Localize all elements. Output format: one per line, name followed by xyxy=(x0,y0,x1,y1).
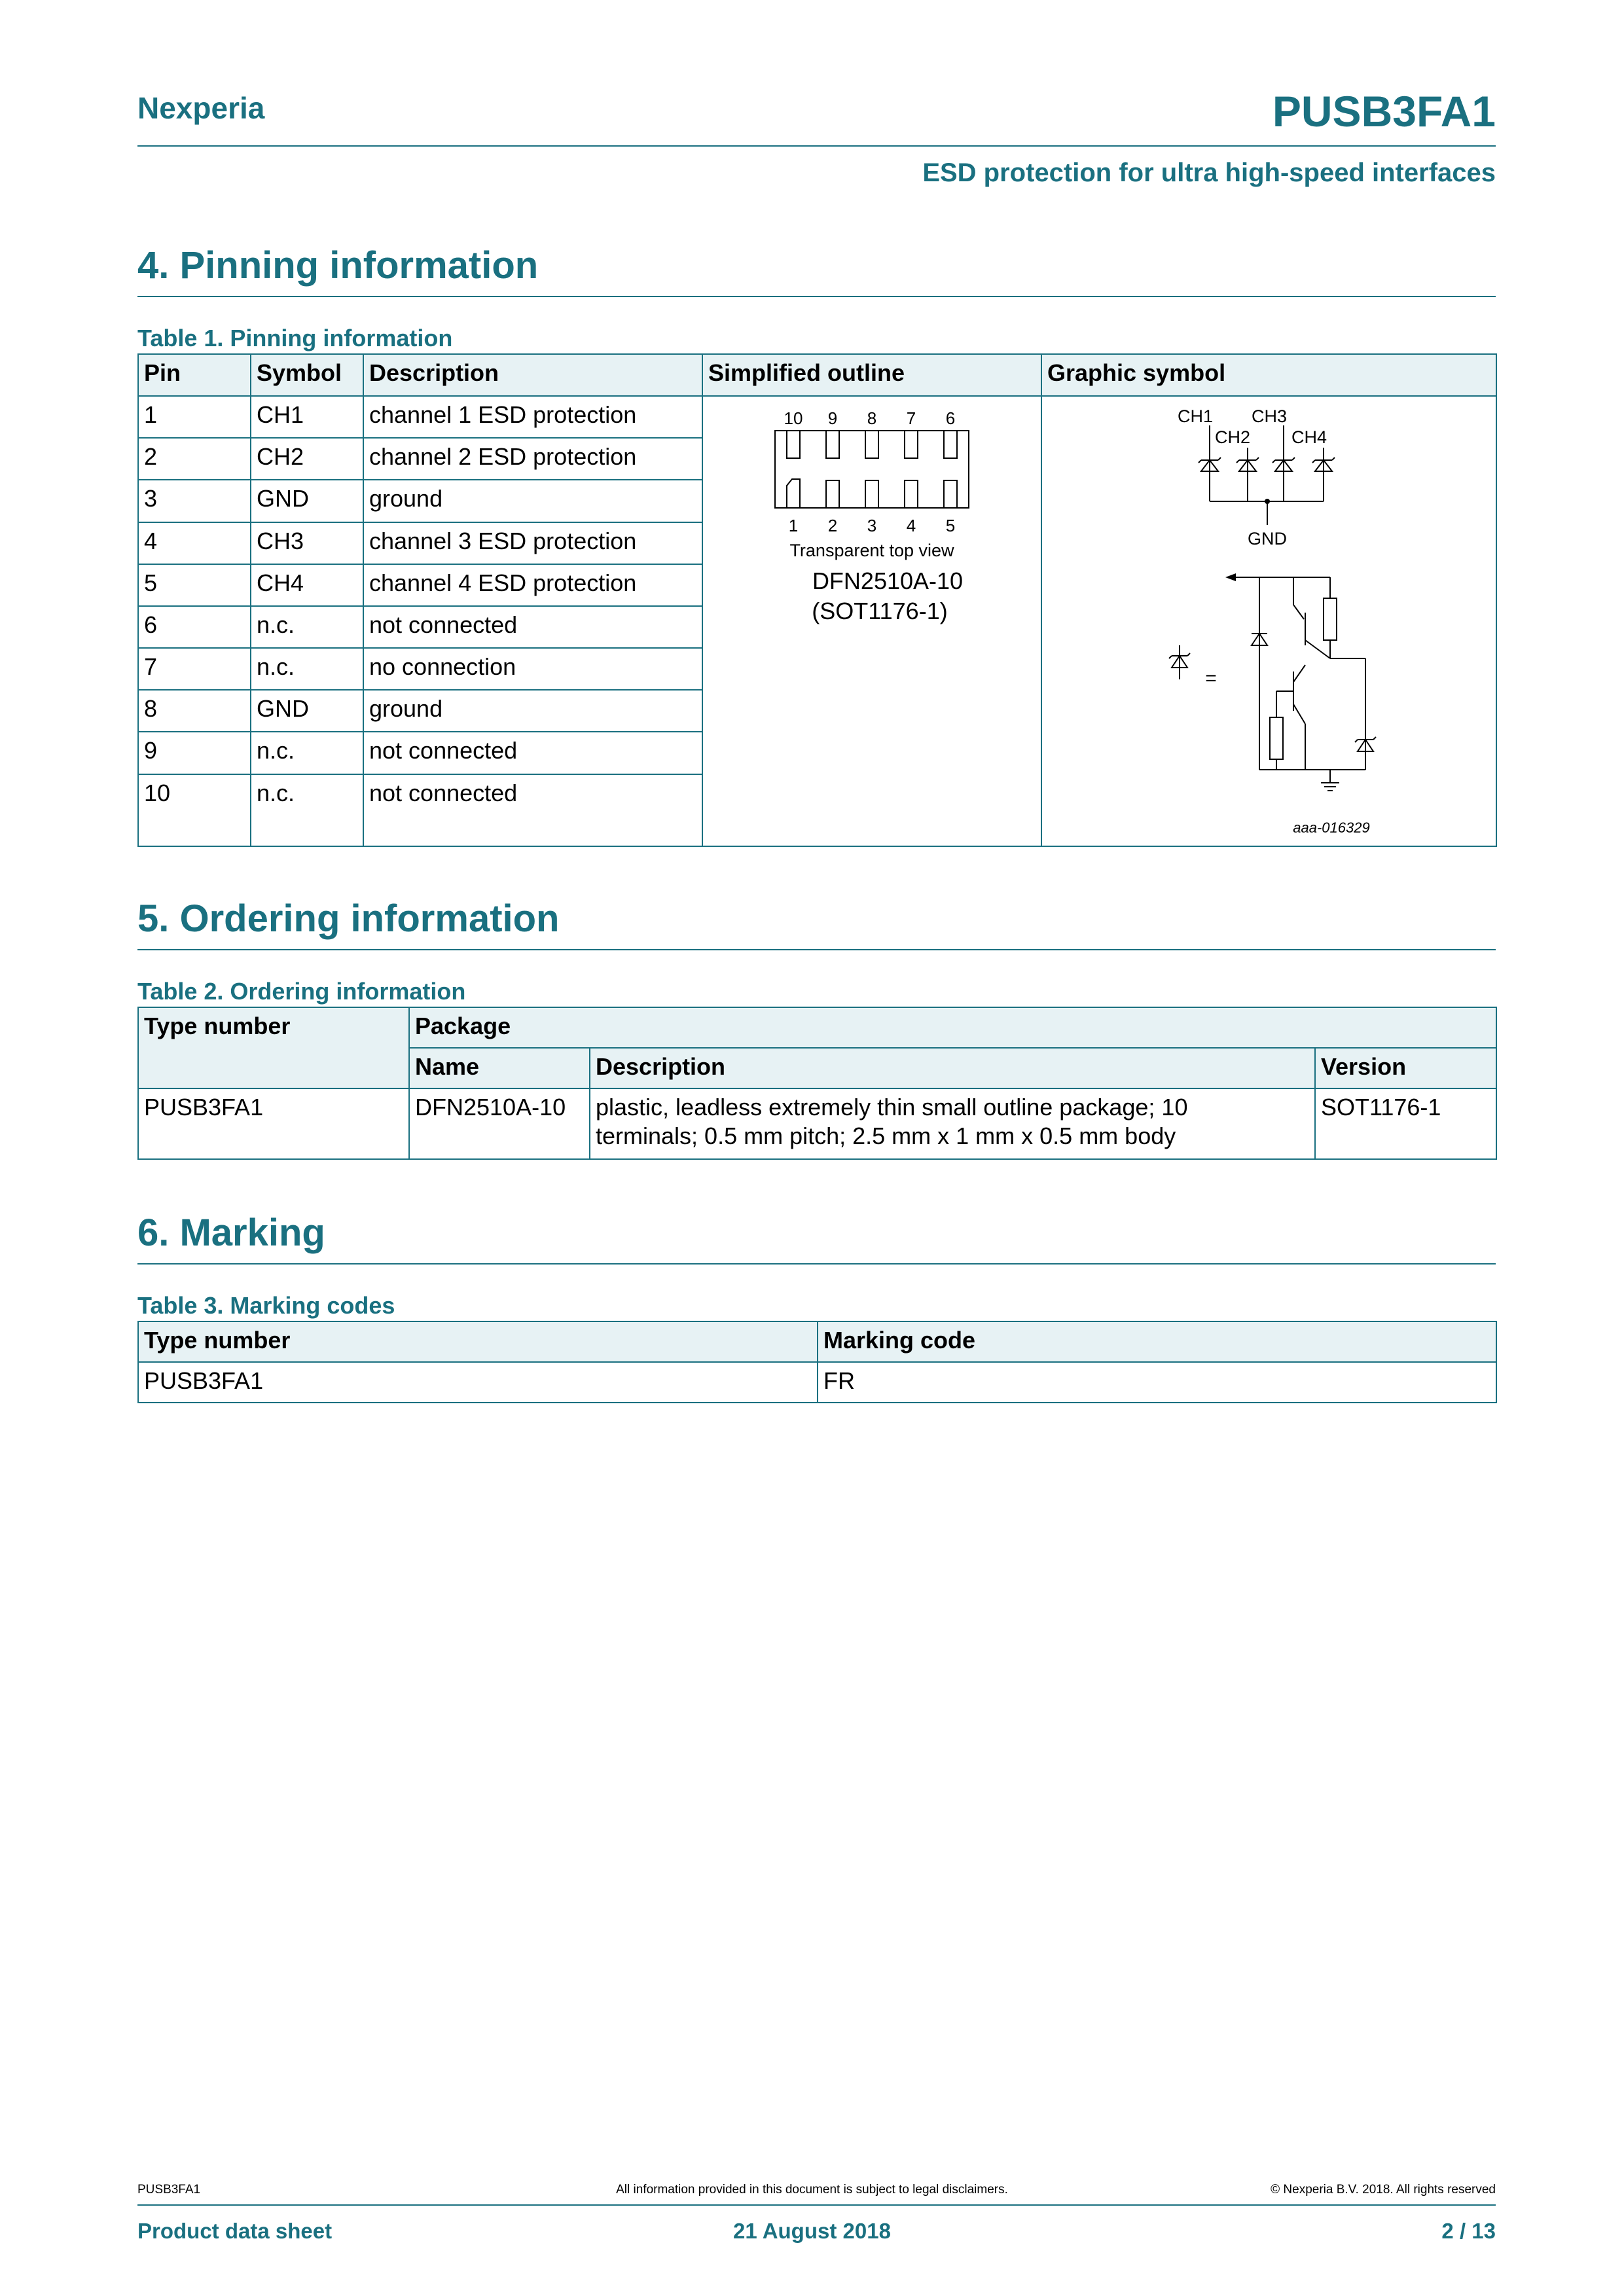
header-symbol: Symbol xyxy=(251,354,363,396)
table-row xyxy=(138,396,1496,438)
type-number: PUSB3FA1 xyxy=(138,1088,409,1159)
header-description: Description xyxy=(590,1048,1315,1088)
pad xyxy=(865,431,878,458)
package-body xyxy=(775,431,969,508)
pin-number: 10 xyxy=(138,774,251,846)
header-rule xyxy=(137,145,1496,147)
pin-description: not connected xyxy=(363,732,702,774)
package-description xyxy=(590,1088,1315,1159)
pin-number: 9 xyxy=(138,732,251,774)
bottom-pin-label: 2 xyxy=(827,516,838,535)
junction-dot xyxy=(1265,499,1270,504)
pin-description: channel 2 ESD protection xyxy=(363,438,702,480)
section-rule xyxy=(137,1263,1496,1265)
footer-doc-type: Product data sheet xyxy=(137,2219,333,2243)
package-name: DFN2510A-10 xyxy=(409,1088,590,1159)
top-pin-label: 7 xyxy=(906,408,916,428)
pin-description: not connected xyxy=(363,606,702,648)
section-title-pinning: 4. Pinning information xyxy=(137,244,539,287)
resistor-icon xyxy=(1270,717,1283,759)
bottom-pin-label: 5 xyxy=(945,516,956,535)
channel-label-ch3: CH3 xyxy=(1251,406,1288,426)
pin-number: 2 xyxy=(138,438,251,480)
pad xyxy=(905,431,918,458)
pin-symbol: GND xyxy=(251,480,363,522)
header-outline: Simplified outline xyxy=(702,354,1041,396)
pin-description: channel 4 ESD protection xyxy=(363,564,702,606)
header-package: Package xyxy=(409,1007,1496,1048)
pin-symbol: n.c. xyxy=(251,732,363,774)
package-name: DFN2510A-10 xyxy=(812,567,964,594)
pin-symbol: n.c. xyxy=(251,606,363,648)
header-type-number: Type number xyxy=(138,1321,818,1362)
pad-pin1 xyxy=(787,479,800,508)
header-description: Description xyxy=(363,354,702,396)
table-header-row xyxy=(138,354,1496,396)
pad xyxy=(944,480,957,508)
pin-symbol: n.c. xyxy=(251,774,363,846)
footer-date: 21 August 2018 xyxy=(733,2219,891,2243)
bottom-pads xyxy=(787,479,957,508)
graphic-symbol-cell xyxy=(1041,396,1496,846)
pin-number: 1 xyxy=(138,396,251,438)
header-graphic-symbol: Graphic symbol xyxy=(1041,354,1496,396)
pin-symbol: CH4 xyxy=(251,564,363,606)
equivalent-circuit xyxy=(1169,577,1376,791)
arrow-icon xyxy=(1225,573,1236,581)
table-header-row xyxy=(138,1321,1496,1362)
pin-number: 5 xyxy=(138,564,251,606)
bottom-pin-label: 3 xyxy=(867,516,877,535)
pin-description: ground xyxy=(363,690,702,732)
top-pin-label: 8 xyxy=(867,408,877,428)
footer-copyright: © Nexperia B.V. 2018. All rights reserved xyxy=(1271,2183,1496,2197)
channel-label-ch4: CH4 xyxy=(1291,427,1327,447)
table-row xyxy=(138,1362,1496,1403)
marking-code: FR xyxy=(818,1362,1496,1403)
bottom-pin-label: 1 xyxy=(788,516,799,535)
view-label: Transparent top view xyxy=(789,541,954,560)
description-line: plastic, leadless extremely thin small outline package; 10 xyxy=(596,1094,1188,1121)
outline-cell xyxy=(702,396,1041,846)
graphic-symbol-drawing xyxy=(1042,397,1497,846)
marking-table xyxy=(137,1321,1497,1403)
pinning-table xyxy=(137,353,1497,847)
pin-description: channel 1 ESD protection xyxy=(363,396,702,438)
package-outline-drawing xyxy=(703,397,1042,846)
footer-page-number: 2 / 13 xyxy=(1441,2219,1496,2243)
type-number: PUSB3FA1 xyxy=(138,1362,818,1403)
pad xyxy=(865,480,878,508)
description-line: terminals; 0.5 mm pitch; 2.5 mm x 1 mm x 0.5 mm body xyxy=(596,1122,1176,1149)
pin-symbol: CH3 xyxy=(251,522,363,564)
pin-number: 7 xyxy=(138,648,251,690)
pin-symbol: CH1 xyxy=(251,396,363,438)
pad xyxy=(944,431,957,458)
pin-symbol: n.c. xyxy=(251,648,363,690)
footer-doc-id: PUSB3FA1 xyxy=(137,2183,201,2197)
section-rule xyxy=(137,949,1496,950)
pad xyxy=(905,480,918,508)
header-pin: Pin xyxy=(138,354,251,396)
pin-description: ground xyxy=(363,480,702,522)
channel-label-ch2: CH2 xyxy=(1214,427,1251,447)
figure-reference: aaa-016329 xyxy=(1293,819,1370,836)
header-name: Name xyxy=(409,1048,590,1088)
table-caption-marking: Table 3. Marking codes xyxy=(137,1292,395,1319)
package-version: (SOT1176-1) xyxy=(812,598,948,624)
channel-labels xyxy=(1178,406,1327,447)
table-caption-ordering: Table 2. Ordering information xyxy=(137,978,466,1005)
resistor-icon xyxy=(1324,598,1337,640)
top-pads xyxy=(787,431,957,458)
table-header-row xyxy=(138,1007,1496,1048)
pin-number: 4 xyxy=(138,522,251,564)
pad xyxy=(826,480,839,508)
outline-bottom-pin-labels xyxy=(789,516,955,535)
pin-symbol: CH2 xyxy=(251,438,363,480)
table-row xyxy=(138,1088,1496,1159)
top-pin-label: 10 xyxy=(784,408,803,428)
section-title-ordering: 5. Ordering information xyxy=(137,897,560,940)
pin-number: 3 xyxy=(138,480,251,522)
header-marking-code: Marking code xyxy=(818,1321,1496,1362)
section-title-marking: 6. Marking xyxy=(137,1211,325,1254)
pin-number: 6 xyxy=(138,606,251,648)
outline-top-pin-labels xyxy=(784,408,956,428)
gnd-label: GND xyxy=(1248,529,1287,548)
header-type-number: Type number xyxy=(138,1007,409,1088)
pin-symbol: GND xyxy=(251,690,363,732)
pad xyxy=(826,431,839,458)
footer-rule xyxy=(137,2204,1496,2206)
footer-disclaimer: All information provided in this document is subject to legal disclaimers. xyxy=(616,2183,1008,2197)
brand-name: Nexperia xyxy=(137,91,265,125)
header-version: Version xyxy=(1315,1048,1496,1088)
pin-description: no connection xyxy=(363,648,702,690)
pin-number: 8 xyxy=(138,690,251,732)
pin-description: not connected xyxy=(363,774,702,846)
channel-label-ch1: CH1 xyxy=(1177,406,1214,426)
pin-description: channel 3 ESD protection xyxy=(363,522,702,564)
table-caption-pinning: Table 1. Pinning information xyxy=(137,325,453,351)
section-rule xyxy=(137,296,1496,297)
top-pin-label: 9 xyxy=(827,408,838,428)
bottom-pin-label: 4 xyxy=(906,516,916,535)
equals-sign: = xyxy=(1205,668,1217,689)
package-version: SOT1176-1 xyxy=(1315,1088,1496,1159)
pad xyxy=(787,431,800,458)
ordering-table xyxy=(137,1007,1497,1160)
product-subtitle: ESD protection for ultra high-speed interfaces xyxy=(922,158,1496,187)
product-name: PUSB3FA1 xyxy=(1272,87,1496,135)
top-pin-label: 6 xyxy=(945,408,956,428)
